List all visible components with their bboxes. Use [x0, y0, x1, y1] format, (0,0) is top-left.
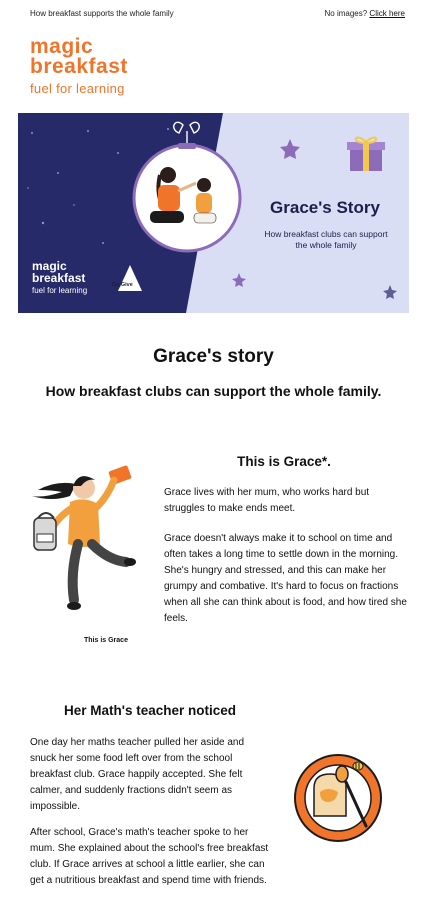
no-images-label: No images? [324, 9, 368, 18]
page-title: Grace's story [153, 346, 274, 367]
hero-subtitle: How breakfast clubs can support the whole family [264, 229, 388, 250]
ornament-circle [134, 145, 240, 251]
biggive-badge: BigGive [112, 282, 133, 288]
click-here-link[interactable]: Click here [369, 9, 405, 18]
grace-paragraph-1: Grace lives with her mum, who works hard but struggles to make ends meet. [164, 487, 370, 514]
hero-logo [32, 260, 87, 297]
hero-logo-tagline: fuel for learning [32, 286, 88, 295]
sparkle-icon [383, 285, 397, 299]
hero-banner[interactable] [18, 113, 409, 313]
grace-image-caption: This is Grace [84, 637, 128, 644]
star-icon-small [232, 273, 246, 287]
preheader-bar [0, 0, 427, 26]
gift-icon [347, 138, 385, 171]
grace-illustration [26, 460, 148, 632]
no-images-notice [325, 9, 406, 18]
toast-plate-icon [292, 752, 384, 844]
logo-tagline: fuel for learning [30, 81, 125, 96]
teacher-paragraph-1: One day her maths teacher pulled her aside and snuck her some food left over from the school breakfast club. Grace happily accepted. She felt calmer, and suddenly fractions didn't seem as impossible. [30, 737, 245, 812]
magic-breakfast-logo[interactable] [30, 37, 128, 99]
star-icon [280, 139, 300, 159]
hero-logo-line-1: magic [32, 259, 67, 273]
preheader-text: How breakfast supports the whole family [30, 9, 174, 18]
grace-section-title: This is Grace*. [237, 454, 331, 469]
logo-line-1: magic [30, 35, 94, 58]
ornament-cap [178, 143, 196, 149]
logo-line-2: breakfast [30, 55, 128, 78]
grace-paragraph-2: Grace doesn't always make it to school on time and often takes a long time to settle down in the morning. She's hungry and stressed, and this can make her grumpy and combative. It's hard to focus on fractions when all she can think about is food, and how tired she feels. [164, 533, 407, 624]
teacher-section-title: Her Math's teacher noticed [63, 703, 236, 718]
teacher-paragraph-2: After school, Grace's math's teacher spoke to her mum. She explained about the school's free breakfast club. If Grace arrives at school a little earlier, she can get a nutritious breakfast and spend time with friends. [30, 827, 269, 886]
hero-title: Grace's Story [270, 198, 380, 217]
page-subtitle: How breakfast clubs can support the whole family. [45, 383, 382, 399]
hero-logo-line-2: breakfast [32, 271, 86, 285]
